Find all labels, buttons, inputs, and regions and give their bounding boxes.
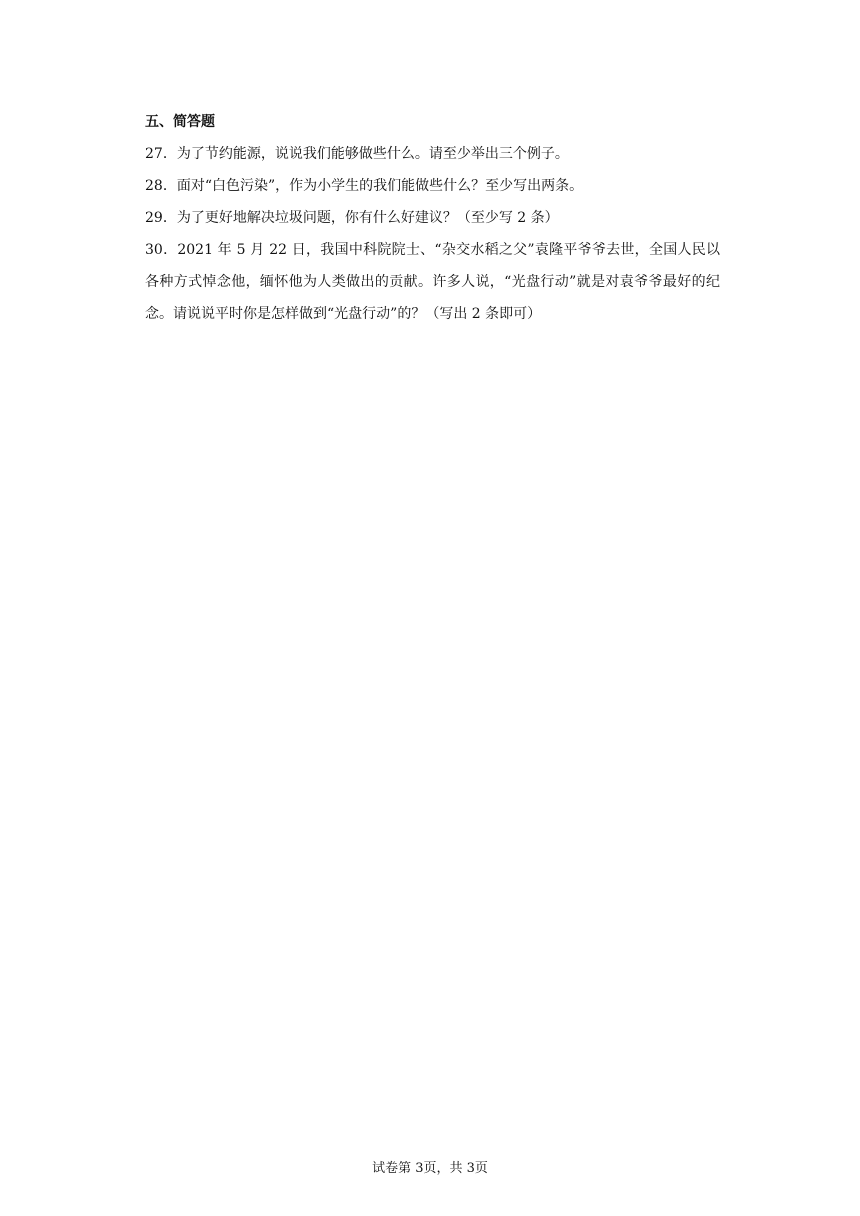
question-section (145, 112, 720, 330)
question-29: 29．为了更好地解决垃圾问题，你有什么好建议？（至少写 2 条） (145, 210, 559, 226)
section-title: 五、简答题 (145, 114, 215, 130)
page-footer: 试卷第 3页，共 3页 (372, 1161, 488, 1176)
question-27: 27．为了节约能源，说说我们能够做些什么。请至少举出三个例子。 (145, 146, 569, 162)
question-28: 28．面对“白色污染”，作为小学生的我们能做些什么？至少写出两条。 (145, 178, 584, 194)
question-30: 30．2021 年 5 月 22 日，我国中科院院士、“杂交水稻之父”袁隆平爷爷去世，全国人民以各种方式悼念他，缅怀他为人类做出的贡献。许多人说，“光盘行动”就是对袁爷爷最好的纪念。请说说平时你是怎样做到“光盘行动”的？（写出 2 条即可） (145, 242, 720, 322)
